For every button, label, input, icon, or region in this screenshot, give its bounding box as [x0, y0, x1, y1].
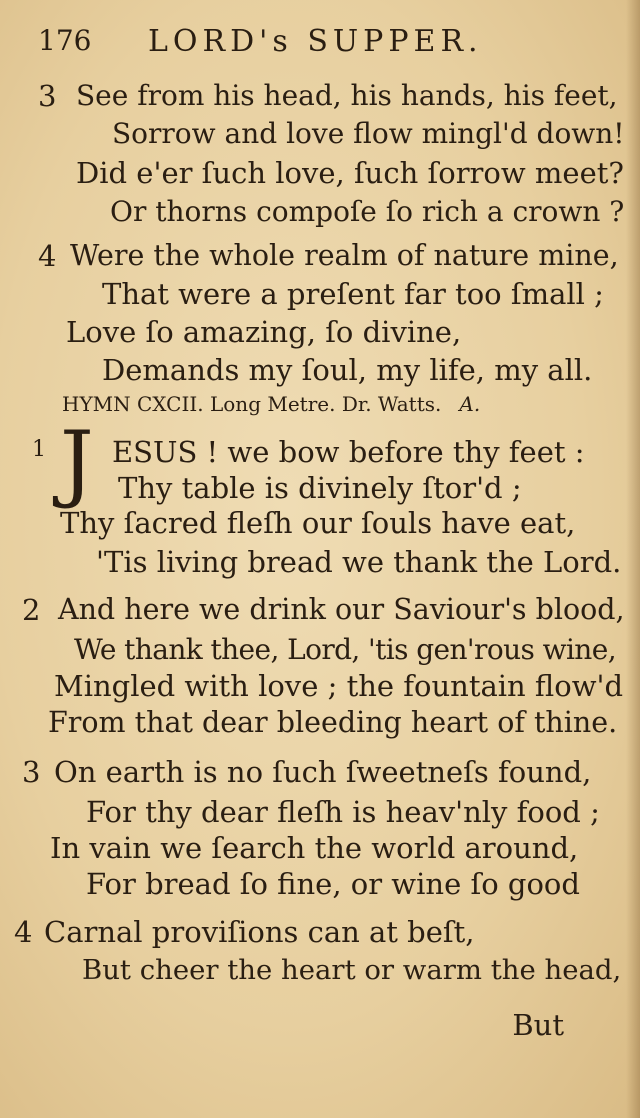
- verse-line: We thank thee, Lord, 'tis gen'rous wine,: [74, 633, 617, 666]
- verse-line: But cheer the heart or warm the head,: [82, 954, 622, 986]
- stanza-number: 3: [38, 79, 57, 113]
- page-number: 176: [38, 24, 92, 57]
- verse-line: Love ſo amazing, ſo divine,: [66, 315, 462, 349]
- verse-line: ESUS ! we bow before thy feet :: [112, 435, 585, 469]
- stanza-number: 3: [22, 755, 41, 789]
- running-head: LORD's SUPPER.: [148, 24, 483, 59]
- stanza-number: 4: [14, 915, 33, 949]
- stanza-number: 1: [32, 437, 46, 462]
- verse-line: For thy dear fleſh is heav'nly food ;: [86, 795, 600, 829]
- stanza-number: 2: [22, 593, 41, 627]
- verse-line: That were a preſent far too ſmall ;: [102, 277, 604, 311]
- verse-line: On earth is no ſuch ſweetneſs found,: [54, 755, 592, 789]
- verse-line: Sorrow and love flow mingl'd down!: [112, 117, 625, 150]
- verse-line: Carnal proviſions can at beſt,: [44, 915, 475, 949]
- verse-line: For bread ſo fine, or wine ſo good: [86, 867, 580, 901]
- verse-line: Thy table is divinely ſtor'd ;: [118, 471, 522, 505]
- verse-line: In vain we ſearch the world around,: [50, 831, 579, 865]
- hymn-attribution-mark: A.: [459, 392, 481, 416]
- verse-line: Demands my ſoul, my life, my all.: [102, 353, 593, 387]
- drop-cap: J: [60, 413, 94, 511]
- stanza-number: 4: [38, 239, 57, 273]
- verse-line: Thy ſacred fleſh our ſouls have eat,: [60, 506, 576, 540]
- hymn-heading: [62, 392, 480, 416]
- catchword: But: [512, 1008, 564, 1042]
- page-header: [38, 24, 498, 64]
- verse-line: Mingled with love ; the fountain flow'd: [54, 669, 624, 703]
- verse-line: Or thorns compoſe ſo rich a crown ?: [110, 195, 625, 228]
- verse-line: And here we drink our Saviour's blood,: [58, 593, 625, 626]
- hymn-title: HYMN CXCII. Long Metre. Dr. Watts.: [62, 392, 442, 416]
- page-edge-shadow: [626, 0, 640, 1118]
- verse-line: See from his head, his hands, his feet,: [76, 79, 618, 112]
- verse-line: 'Tis living bread we thank the Lord.: [96, 545, 622, 579]
- verse-line: From that dear bleeding heart of thine.: [48, 706, 618, 739]
- verse-line: Were the whole realm of nature mine,: [70, 239, 619, 272]
- verse-line: Did e'er ſuch love, ſuch ſorrow meet?: [76, 156, 624, 190]
